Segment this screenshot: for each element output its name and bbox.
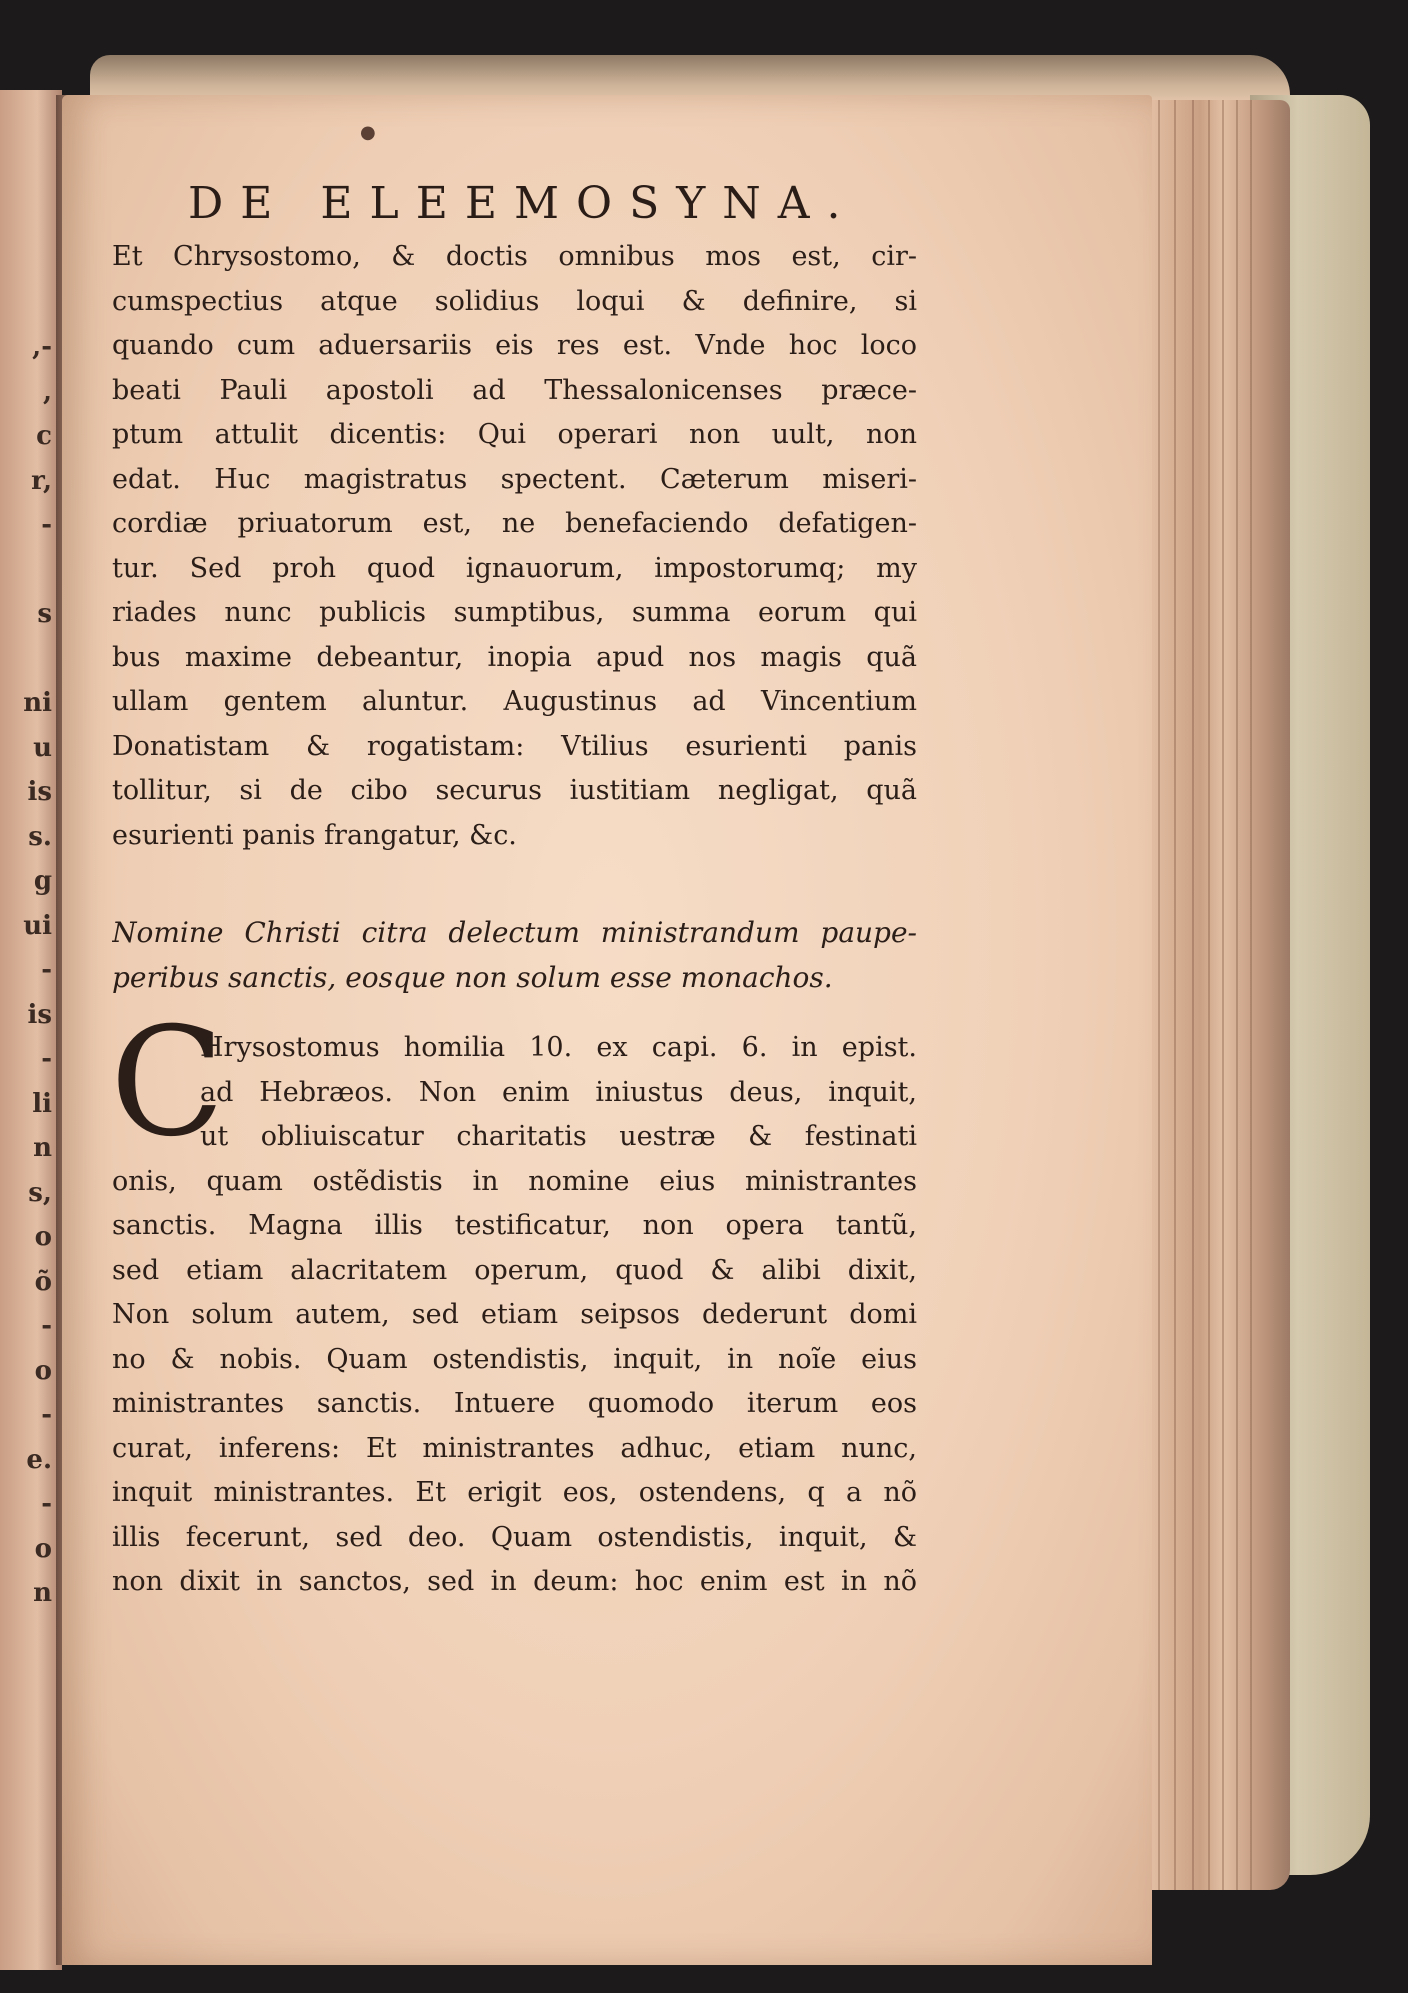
heading-line: Nomine Christi citra delectum ministrandum paupe- <box>112 916 917 949</box>
text-line: sanctis. Magna illis testificatur, non opera tantũ, <box>112 1210 917 1241</box>
text-line: riades nunc publicis sumptibus, summa eorum qui <box>112 597 917 628</box>
facing-page-fragments: ,- , c r, - s ni u is s. g ui - is - li n s, o õ - o - e. - o n <box>23 332 52 1608</box>
text-line: ut obliuiscatur charitatis uestræ & festinati <box>200 1121 917 1152</box>
text-line: tur. Sed proh quod ignauorum, impostorumq; my <box>112 552 917 584</box>
drop-cap: C <box>110 996 225 1170</box>
text-line: non dixit in sanctos, sed in deum: hoc enim est in nõ <box>112 1566 917 1597</box>
text-line: no & nobis. Quam ostendistis, inquit, in noĩe eius <box>112 1343 917 1375</box>
text-line: quando cum aduersariis eis res est. Vnde hoc loco <box>112 330 917 361</box>
page-edges <box>1140 100 1290 1890</box>
facing-page <box>0 90 62 1970</box>
text-line: cumspectius atque solidius loqui & definire, si <box>112 285 917 317</box>
text-line: inquit ministrantes. Et erigit eos, ostendens, q a nõ <box>112 1477 917 1508</box>
text-line: ad Hebræos. Non enim iniustus deus, inquit, <box>200 1076 917 1108</box>
running-head: DE ELEEMOSYNA. <box>188 178 858 229</box>
text-line: esurienti panis frangatur, &c. <box>112 819 517 851</box>
section-heading <box>112 910 917 1000</box>
text-line: sed etiam alacritatem operum, quod & alibi dixit, <box>112 1254 917 1286</box>
text-line: Hrysostomus homilia 10. ex capi. 6. in epist. <box>200 1032 917 1063</box>
heading-line: peribus sanctis, eosque non solum esse monachos. <box>112 961 833 994</box>
text-line: ullam gentem aluntur. Augustinus ad Vincentium <box>112 686 917 717</box>
text-line: onis, quam ostẽdistis in nomine eius ministrantes <box>112 1165 917 1197</box>
text-line: curat, inferens: Et ministrantes adhuc, etiam nunc, <box>112 1432 917 1464</box>
text-line: bus maxime debeantur, inopia apud nos magis quã <box>112 641 917 673</box>
text-line: Et Chrysostomo, & doctis omnibus mos est, cir- <box>112 241 917 272</box>
text-line: Donatistam & rogatistam: Vtilius esurienti panis <box>112 730 917 762</box>
text-line: tollitur, si de cibo securus iustitiam negligat, quã <box>112 775 917 806</box>
text-line: cordiæ priuatorum est, ne benefaciendo defatigen- <box>112 508 917 539</box>
text-line: ministrantes sanctis. Intuere quomodo iterum eos <box>112 1388 917 1419</box>
ink-speck: ● <box>360 122 376 143</box>
paragraph-2 <box>112 1026 917 1605</box>
text-line: ptum attulit dicentis: Qui operari non uult, non <box>112 419 917 450</box>
text-line: beati Pauli apostoli ad Thessalonicenses præce- <box>112 374 917 406</box>
text-line: illis fecerunt, sed deo. Quam ostendistis, inquit, & <box>112 1521 917 1553</box>
text-line: edat. Huc magistratus spectent. Cæterum miseri- <box>112 463 917 495</box>
text-line: Non solum autem, sed etiam seipsos dederunt domi <box>112 1299 917 1330</box>
paragraph-1 <box>112 235 917 858</box>
